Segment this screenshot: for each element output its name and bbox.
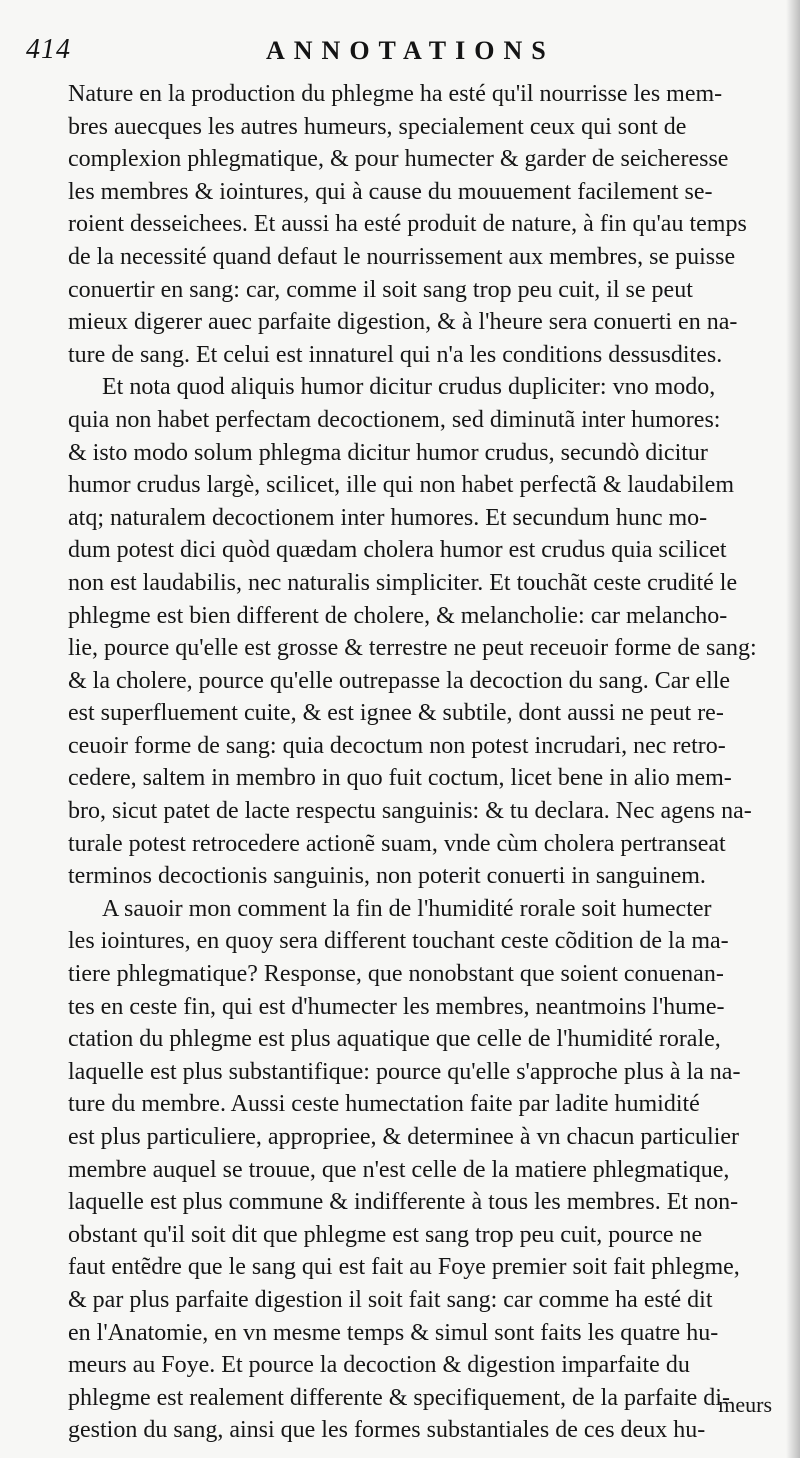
text-line: quia non habet perfectam decoctionem, sed diminutã inter humores: xyxy=(68,406,721,433)
text-line: de la necessité quand defaut le nourrissement aux membres, se puisse xyxy=(68,243,736,270)
text-line: & la cholere, pource qu'elle outrepasse la decoction du sang. Car elle xyxy=(68,667,731,694)
text-line: ture de sang. Et celui est innaturel qui n'a les conditions dessusdites. xyxy=(68,341,723,368)
text-line: en l'Anatomie, en vn mesme temps & simul sont faits les quatre hu- xyxy=(68,1319,719,1346)
text-line: atq; naturalem decoctionem inter humores. Et secundum hunc mo- xyxy=(68,504,708,531)
text-line: ture du membre. Aussi ceste humectation faite par ladite humidité xyxy=(68,1091,700,1118)
page-header xyxy=(26,34,786,74)
text-line: complexion phlegmatique, & pour humecter & garder de seicheresse xyxy=(68,146,729,173)
text-line: non est laudabilis, nec naturalis simpliciter. Et touchãt ceste crudité le xyxy=(68,569,738,596)
text-line: laquelle est plus substantifique: pource qu'elle s'approche plus à la na- xyxy=(68,1058,741,1085)
text-line: mieux digerer auec parfaite digestion, & à l'heure sera conuerti en na- xyxy=(68,309,738,336)
catchword: meurs xyxy=(718,1392,772,1417)
text-line: conuertir en sang: car, comme il soit sang trop peu cuit, il se peut xyxy=(68,276,693,303)
text-line: & isto modo solum phlegma dicitur humor crudus, secundò dicitur xyxy=(68,439,708,466)
text-line: est plus particuliere, appropriee, & determinee à vn chacun particulier xyxy=(68,1124,740,1150)
text-line: ceuoir forme de sang: quia decoctum non potest incrudari, nec retro- xyxy=(68,732,726,759)
text-line: Nature en la production du phlegme ha esté qu'il nourrisse les mem- xyxy=(68,81,723,107)
text-line: est superfluement cuite, & est ignee & subtile, dont aussi ne peut re- xyxy=(68,700,724,727)
text-line: humor crudus largè, scilicet, ille qui non habet perfectã & laudabilem xyxy=(68,472,734,499)
text-line: meurs au Foye. Et pource la decoction & digestion imparfaite du xyxy=(68,1352,690,1379)
page-number: 414 xyxy=(26,34,71,65)
text-line: tiere phlegmatique? Response, que nonobstant que soient conuenan- xyxy=(68,961,724,988)
text-line: dum potest dici quòd quædam cholera humor est crudus quia scilicet xyxy=(68,537,727,564)
running-head: ANNOTATIONS xyxy=(266,36,555,65)
text-line: les iointures, en quoy sera different touchant ceste cõdition de la ma- xyxy=(68,928,729,955)
text-line: terminos decoctionis sanguinis, non poterit conuerti in sanguinem. xyxy=(68,863,706,890)
text-line: phlegme est bien different de cholere, & melancholie: car melancho- xyxy=(68,602,728,629)
text-line: bro, sicut patet de lacte respectu sanguinis: & tu declara. Nec agens na- xyxy=(68,798,752,825)
text-line: tes en ceste fin, qui est d'humecter les membres, neantmoins l'hume- xyxy=(68,993,725,1020)
paragraph-start-line: A sauoir mon comment la fin de l'humidité rorale soit humecter xyxy=(102,895,712,922)
text-line: laquelle est plus commune & indifferente à tous les membres. Et non- xyxy=(68,1189,739,1216)
text-line: cedere, saltem in membro in quo fuit coctum, licet bene in alio mem- xyxy=(68,765,732,792)
text-line: & par plus parfaite digestion il soit fait sang: car comme ha esté dit xyxy=(68,1286,713,1313)
paragraph-start-line: Et nota quod aliquis humor dicitur crudus dupliciter: vno modo, xyxy=(102,374,716,401)
text-line: bres auecques les autres humeurs, specialement ceux qui sont de xyxy=(68,113,687,140)
text-line: ctation du phlegme est plus aquatique que celle de l'humidité rorale, xyxy=(68,1026,721,1053)
page-edge-shadow xyxy=(786,0,800,1458)
text-line: faut entẽdre que le sang qui est fait au Foye premier soit fait phlegme, xyxy=(68,1254,740,1281)
text-line: phlegme est realement differente & specifiquement, de la parfaite di- xyxy=(68,1384,730,1411)
text-line: lie, pource qu'elle est grosse & terrestre ne peut receuoir forme de sang: xyxy=(68,635,757,662)
text-line: roient desseichees. Et aussi ha esté produit de nature, à fin qu'au temps xyxy=(68,211,747,238)
text-line: obstant qu'il soit dit que phlegme est sang trop peu cuit, pource ne xyxy=(68,1221,703,1248)
text-line: membre auquel se trouue, que n'est celle de la matiere phlegmatique, xyxy=(68,1156,730,1183)
body-text xyxy=(68,78,788,1447)
text-line: turale potest retrocedere actionẽ suam, vnde cùm cholera pertranseat xyxy=(68,830,726,857)
text-line: les membres & iointures, qui à cause du mouuement facilement se- xyxy=(68,178,713,205)
text-line: gestion du sang, ainsi que les formes substantiales de ces deux hu- xyxy=(68,1417,706,1444)
